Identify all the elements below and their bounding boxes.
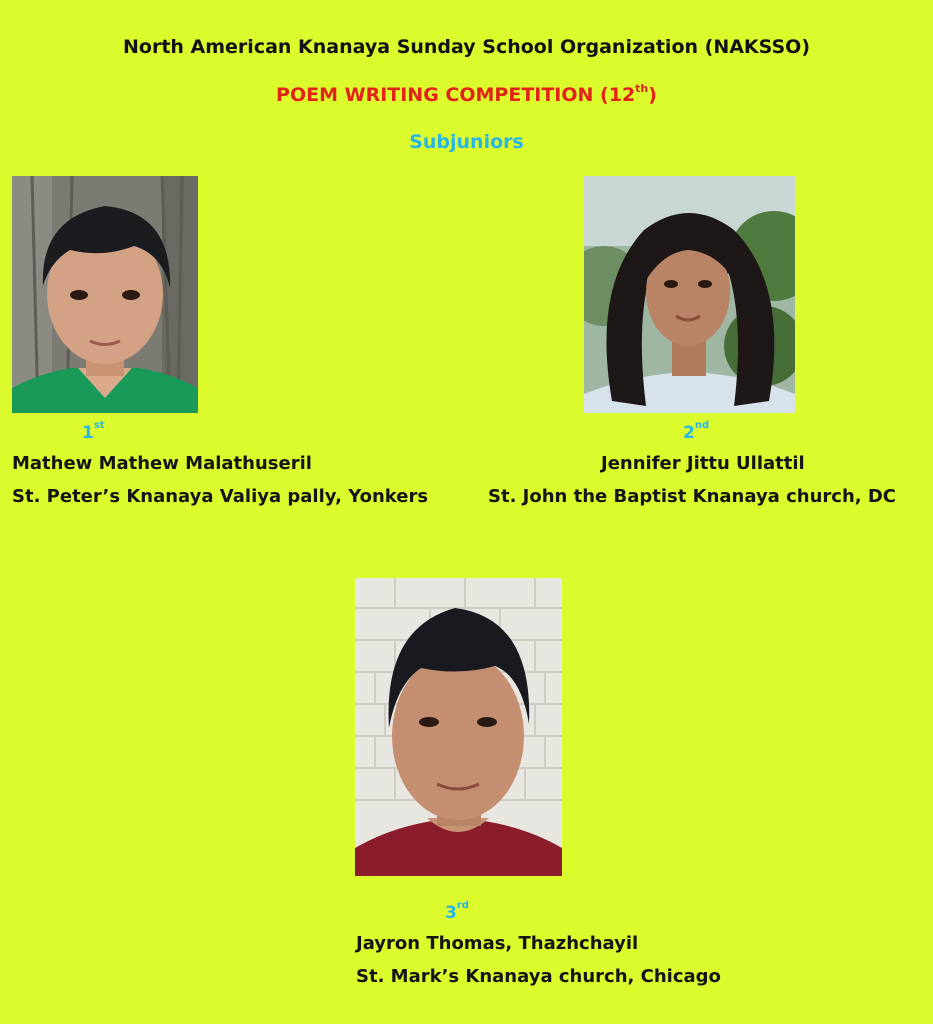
winner-2-church: St. John the Baptist Knanaya church, DC xyxy=(488,486,897,507)
winner-2-name: Jennifer Jittu Ullattil xyxy=(601,453,805,474)
winner-3-photo xyxy=(355,578,562,876)
competition-title-text: POEM WRITING COMPETITION (12 xyxy=(276,84,636,106)
winner-3-name: Jayron Thomas, Thazhchayil xyxy=(356,933,639,954)
organization-title-text: North American Knanaya Sunday School Organization (NAKSSO) xyxy=(123,36,810,58)
winner-1-rank xyxy=(82,420,105,443)
winner-1-name: Mathew Mathew Malathuseril xyxy=(12,453,312,474)
winner-2-rank-suffix: nd xyxy=(694,420,710,432)
organization-title xyxy=(0,36,933,58)
competition-title-close: ) xyxy=(648,84,657,106)
winner-3-rank xyxy=(445,900,469,923)
winner-3-rank-number: 3 xyxy=(445,903,457,923)
winner-2-photo xyxy=(584,176,795,413)
winner-1-rank-number: 1 xyxy=(82,423,94,443)
winner-3-church: St. Mark’s Knanaya church, Chicago xyxy=(356,966,721,987)
winner-1-church: St. Peter’s Knanaya Valiya pally, Yonkers xyxy=(12,486,429,507)
winner-1-photo xyxy=(12,176,198,413)
winner-1-rank-suffix: st xyxy=(93,420,105,432)
competition-title xyxy=(0,81,933,106)
winner-2-rank xyxy=(683,420,710,443)
winner-3-rank-suffix: rd xyxy=(456,900,469,912)
category-title xyxy=(0,131,933,153)
competition-title-superscript: th xyxy=(635,81,649,95)
winner-2-rank-number: 2 xyxy=(683,423,695,443)
category-title-text: Subjuniors xyxy=(409,131,524,153)
